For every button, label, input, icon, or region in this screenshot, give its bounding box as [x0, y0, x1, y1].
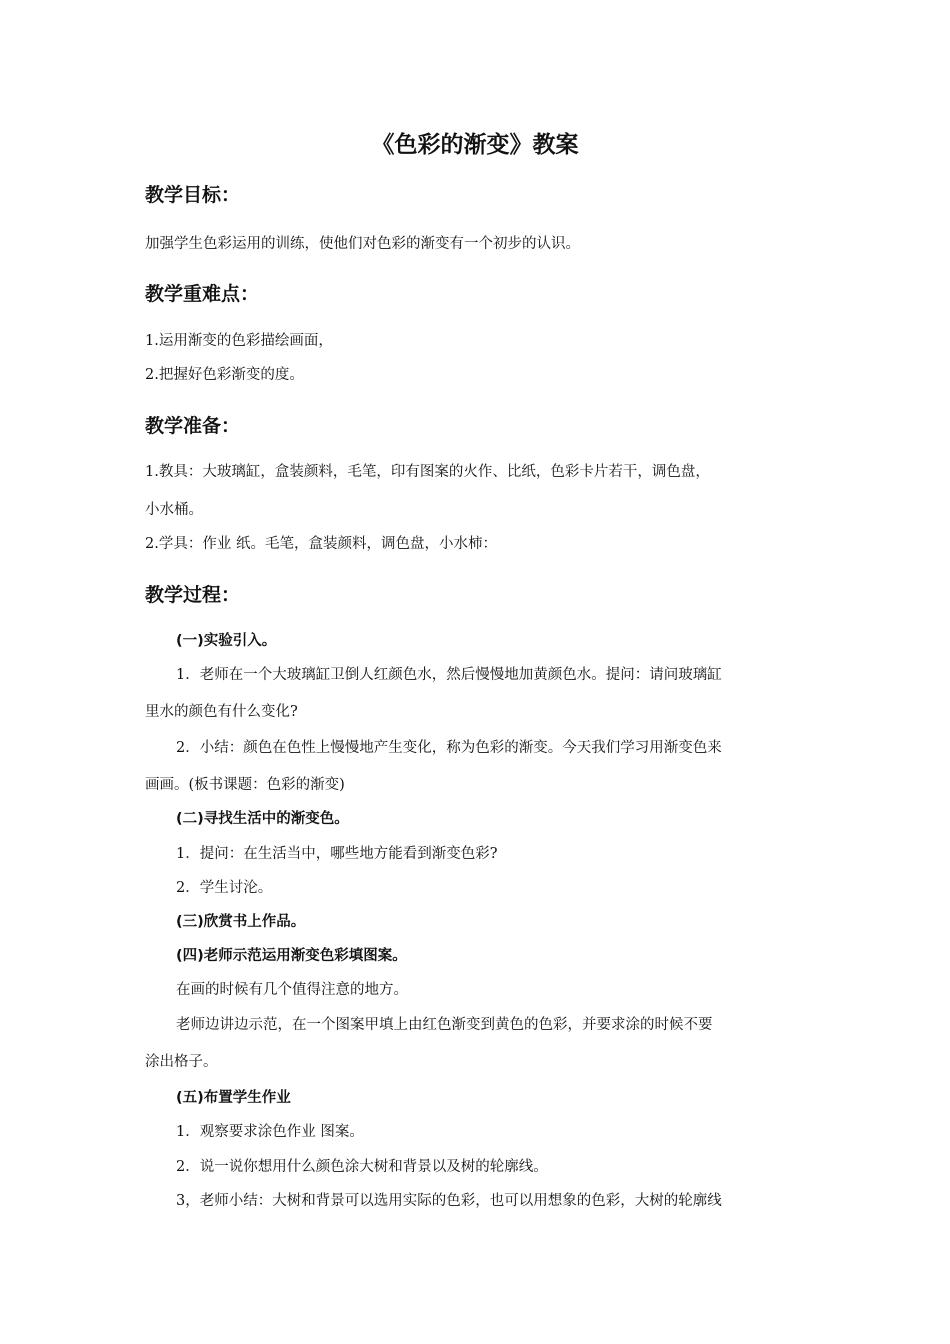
- prep-item-2: 2.学具：作业 纸。毛笔，盒装颜料，调色盘，小水柿：: [145, 536, 497, 552]
- goals-text: 加强学生色彩运用的训练，使他们对色彩的渐变有一个初步的认识。: [145, 236, 580, 252]
- heading-goals: 教学目标：: [145, 184, 241, 206]
- prep-item-1-line-1: 1.教具：大玻璃缸，盒装颜料，毛笔，印有图案的火作、比纸，色彩卡片若干，调色盘，: [145, 464, 710, 480]
- process-section-2-title: (二)寻找生活中的渐变色。: [176, 811, 349, 827]
- key-point-1: 1.运用渐变的色彩描绘画面，: [145, 333, 333, 349]
- process-s1-p1-line-2: 里水的颜色有什么变化?: [145, 704, 298, 720]
- process-s4-p2-line-2: 涂出格子。: [145, 1054, 218, 1070]
- heading-key-points: 教学重难点：: [145, 283, 260, 305]
- heading-preparation: 教学准备：: [145, 415, 241, 437]
- process-section-4-title: (四)老师示范运用渐变色彩填图案。: [176, 948, 407, 964]
- process-s5-p3: 3，老师小结：大树和背景可以选用实际的色彩，也可以用想象的色彩，大树的轮廓线: [176, 1193, 722, 1209]
- process-s2-p1: 1．提问：在生活当中，哪些地方能看到渐变色彩?: [176, 846, 498, 862]
- prep-item-1-line-2: 小水桶。: [145, 502, 203, 518]
- process-s4-p2-line-1: 老师边讲边示范，在一个图案甲填上由红色渐变到黄色的色彩，并要求涂的时候不要: [176, 1017, 713, 1033]
- process-s1-p2-line-1: 2．小结：颜色在色性上慢慢地产生变化，称为色彩的渐变。今天我们学习用渐变色来: [176, 740, 722, 756]
- document-title: 《色彩的渐变》教案: [371, 132, 579, 158]
- process-section-5-title: (五)布置学生作业: [176, 1090, 291, 1106]
- process-s5-p1: 1．观察要求涂色作业 图案。: [176, 1124, 364, 1140]
- process-s5-p2: 2．说一说你想用什么颜色涂大树和背景以及树的轮廓线。: [176, 1159, 548, 1175]
- process-s4-p1: 在画的时候有几个值得注意的地方。: [176, 982, 408, 998]
- process-section-3-title: (三)欣赏书上作品。: [176, 914, 306, 930]
- heading-process: 教学过程：: [145, 584, 241, 606]
- process-s1-p2-line-2: 画画。(板书课题：色彩的渐变): [145, 777, 345, 793]
- key-point-2: 2.把握好色彩渐变的度。: [145, 367, 304, 383]
- process-s2-p2: 2．学生讨沦。: [176, 880, 273, 896]
- process-section-1-title: (一)实验引入。: [176, 633, 277, 649]
- process-s1-p1-line-1: 1．老师在一个大玻璃缸卫倒人红颜色水，然后慢慢地加黄颜色水。提问：请问玻璃缸: [176, 667, 722, 683]
